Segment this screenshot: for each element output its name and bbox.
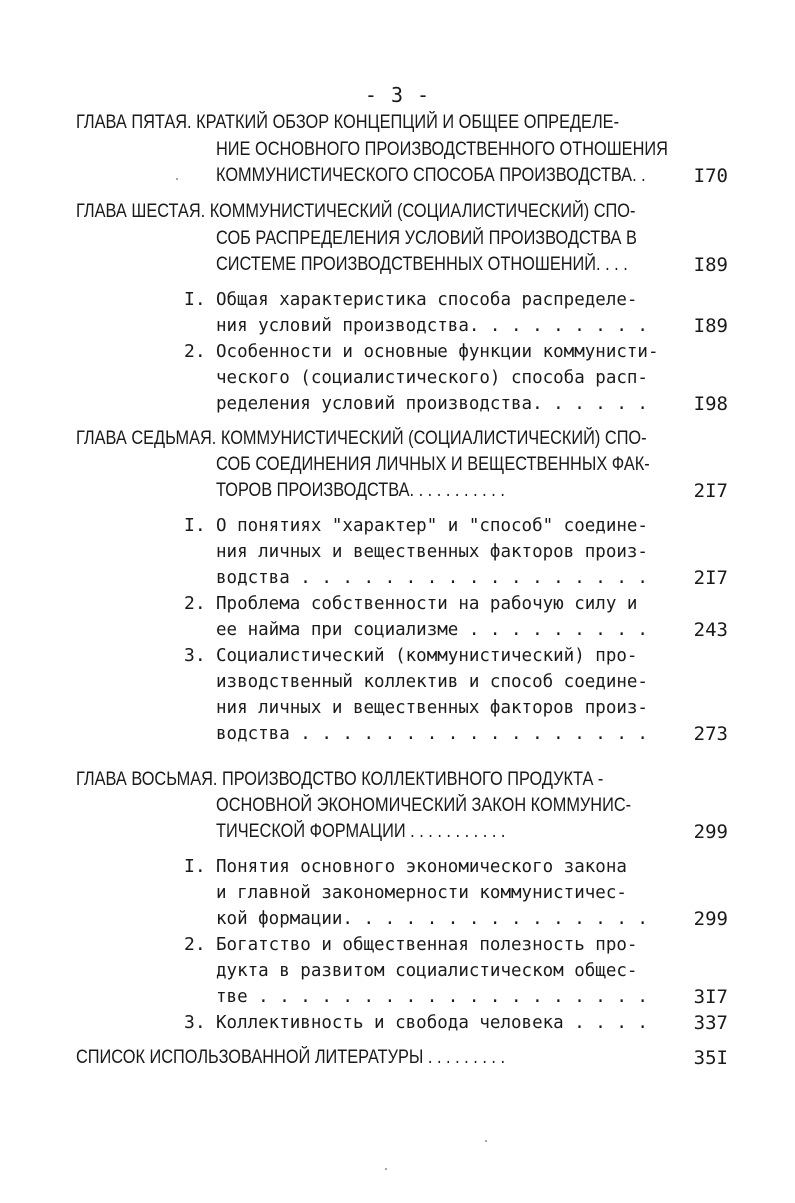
section-line: ее найма при социализме . . . . . . . . . — [216, 620, 648, 640]
scan-speck — [385, 1168, 387, 1170]
section-line: О понятиях "характер" и "способ" соедине- — [216, 516, 648, 536]
chapter-6-line-2: СОБ РАСПРЕДЕЛЕНИЯ УСЛОВИЙ ПРОИЗВОДСТВА В — [216, 228, 637, 249]
section-line: ния личных и вещественных факторов произ- — [216, 698, 648, 718]
section-line: ния личных и вещественных факторов произ- — [216, 542, 648, 562]
chapter-7-line-3: ТОРОВ ПРОИЗВОДСТВА. . . . . . . . . . . — [216, 480, 505, 501]
bibliography-title: СПИСОК ИСПОЛЬЗОВАННОЙ ЛИТЕРАТУРЫ . . . . . . . . . — [76, 1047, 506, 1068]
section-line: и главной закономерности коммунистичес- — [216, 883, 627, 903]
section-number: 2. — [184, 934, 206, 955]
section-line: изводственный коллектив и способ соедине- — [216, 672, 648, 692]
chapter-5-line-3: КОММУНИСТИЧЕСКОГО СПОСОБА ПРОИЗВОДСТВА. . — [216, 165, 646, 186]
section-line: Общая характеристика способа распределе- — [216, 290, 638, 310]
section-line: Богатство и общественная полезность про- — [216, 935, 638, 955]
chapter-8-line-1: ГЛАВА ВОСЬМАЯ. ПРОИЗВОДСТВО КОЛЛЕКТИВНОГО ПРОДУКТА - — [76, 769, 604, 790]
section-line: водства . . . . . . . . . . . . . . . . . — [216, 568, 648, 588]
chapter-7-line-2: СОБ СОЕДИНЕНИЯ ЛИЧНЫХ И ВЕЩЕСТВЕННЫХ ФАК- — [216, 454, 650, 475]
section-page: I89 — [693, 315, 728, 337]
section-number: 3. — [184, 645, 206, 666]
section-page: 2I7 — [693, 567, 728, 589]
section-line: дукта в развитом социалистическом общес- — [216, 961, 638, 981]
section-page: I98 — [693, 393, 728, 415]
chapter-8-line-2: ОСНОВНОЙ ЭКОНОМИЧЕСКИЙ ЗАКОН КОММУНИС- — [216, 795, 632, 816]
section-number: 2. — [184, 593, 206, 614]
chapter-6-page: I89 — [693, 254, 728, 276]
section-page: 299 — [693, 908, 728, 930]
chapter-5-line-2: НИЕ ОСНОВНОГО ПРОИЗВОДСТВЕННОГО ОТНОШЕНИЯ — [216, 139, 668, 160]
section-page: 273 — [693, 723, 728, 745]
section-line: ния условий производства. . . . . . . . . — [216, 316, 648, 336]
section-page: 3I7 — [693, 986, 728, 1008]
chapter-5-page: I70 — [693, 165, 728, 187]
scan-speck — [176, 178, 178, 180]
section-line: Особенности и основные функции коммунисти- — [216, 342, 659, 362]
section-number: 3. — [184, 1012, 206, 1033]
scan-speck — [485, 1140, 487, 1142]
section-line: тве . . . . . . . . . . . . . . . . . . . — [216, 987, 648, 1007]
bibliography-page: 35I — [693, 1047, 728, 1069]
section-page: 243 — [693, 619, 728, 641]
page-number: - 3 - — [364, 83, 431, 107]
section-page: 337 — [693, 1012, 728, 1034]
section-line: Проблема собственности на рабочую силу и — [216, 594, 638, 614]
chapter-7-line-1: ГЛАВА СЕДЬМАЯ. КОММУНИСТИЧЕСКИЙ (СОЦИАЛИСТИЧЕСКИЙ) СПО- — [76, 428, 647, 449]
chapter-6-line-3: СИСТЕМЕ ПРОИЗВОДСТВЕННЫХ ОТНОШЕНИЙ. . . . — [216, 254, 628, 275]
chapter-8-page: 299 — [693, 821, 728, 843]
section-line: Социалистический (коммунистический) про- — [216, 646, 638, 666]
section-line: ческого (социалистического) способа расп- — [216, 368, 648, 388]
section-number: 2. — [184, 341, 206, 362]
section-number: I. — [184, 856, 206, 877]
chapter-8-line-3: ТИЧЕСКОЙ ФОРМАЦИИ . . . . . . . . . . . — [216, 821, 506, 842]
section-number: I. — [184, 515, 206, 536]
section-line: кой формации. . . . . . . . . . . . . . . — [216, 909, 648, 929]
section-number: I. — [184, 289, 206, 310]
chapter-7-page: 2I7 — [693, 480, 728, 502]
chapter-5-line-1: ГЛАВА ПЯТАЯ. КРАТКИЙ ОБЗОР КОНЦЕПЦИЙ И ОБЩЕЕ ОПРЕДЕЛЕ- — [76, 112, 620, 133]
section-line: ределения условий производства. . . . . . — [216, 394, 648, 414]
chapter-6-line-1: ГЛАВА ШЕСТАЯ. КОММУНИСТИЧЕСКИЙ (СОЦИАЛИСТИЧЕСКИЙ) СПО- — [76, 201, 636, 222]
section-line: водства . . . . . . . . . . . . . . . . . — [216, 724, 648, 744]
section-line: Коллективность и свобода человека . . . . — [216, 1013, 648, 1033]
section-line: Понятия основного экономического закона — [216, 857, 627, 877]
